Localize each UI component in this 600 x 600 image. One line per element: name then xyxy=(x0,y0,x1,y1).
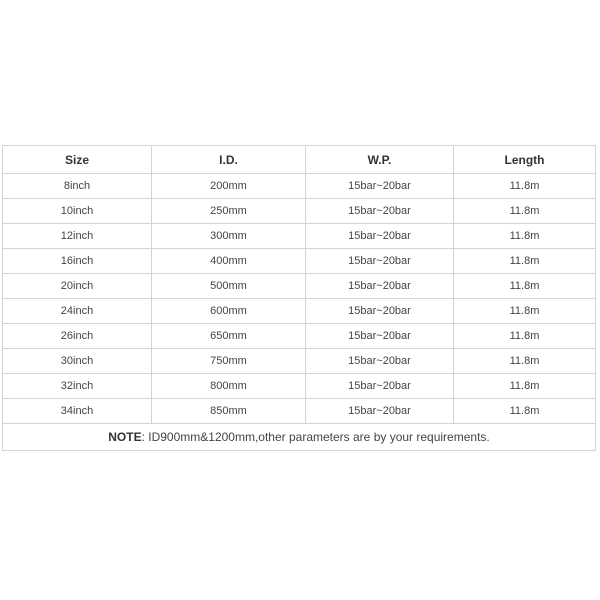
cell-length: 11.8m xyxy=(454,324,596,349)
cell-inner-diameter: 750mm xyxy=(152,349,306,374)
cell-inner-diameter: 600mm xyxy=(152,299,306,324)
cell-working-pressure: 15bar~20bar xyxy=(306,299,454,324)
cell-inner-diameter: 850mm xyxy=(152,399,306,424)
cell-length: 11.8m xyxy=(454,374,596,399)
cell-length: 11.8m xyxy=(454,199,596,224)
cell-working-pressure: 15bar~20bar xyxy=(306,274,454,299)
cell-working-pressure: 15bar~20bar xyxy=(306,324,454,349)
cell-inner-diameter: 650mm xyxy=(152,324,306,349)
note-row xyxy=(3,424,596,451)
cell-working-pressure: 15bar~20bar xyxy=(306,399,454,424)
note-text: : ID900mm&1200mm,other parameters are by your requirements. xyxy=(141,430,490,444)
cell-length: 11.8m xyxy=(454,274,596,299)
cell-inner-diameter: 400mm xyxy=(152,249,306,274)
cell-length: 11.8m xyxy=(454,249,596,274)
table-footer xyxy=(3,424,596,451)
cell-size: 10inch xyxy=(3,199,152,224)
table-row xyxy=(3,374,596,399)
cell-inner-diameter: 250mm xyxy=(152,199,306,224)
cell-length: 11.8m xyxy=(454,224,596,249)
header-length: Length xyxy=(454,146,596,174)
cell-inner-diameter: 200mm xyxy=(152,174,306,199)
header-row xyxy=(3,146,596,174)
cell-size: 20inch xyxy=(3,274,152,299)
cell-working-pressure: 15bar~20bar xyxy=(306,199,454,224)
cell-size: 26inch xyxy=(3,324,152,349)
header-size: Size xyxy=(3,146,152,174)
cell-working-pressure: 15bar~20bar xyxy=(306,349,454,374)
spec-table xyxy=(2,145,596,451)
table-row xyxy=(3,199,596,224)
cell-size: 32inch xyxy=(3,374,152,399)
table-row xyxy=(3,299,596,324)
table-header xyxy=(3,146,596,174)
table-body xyxy=(3,174,596,424)
table-row xyxy=(3,174,596,199)
cell-working-pressure: 15bar~20bar xyxy=(306,249,454,274)
cell-working-pressure: 15bar~20bar xyxy=(306,224,454,249)
cell-inner-diameter: 300mm xyxy=(152,224,306,249)
cell-size: 8inch xyxy=(3,174,152,199)
note-label: NOTE xyxy=(108,430,142,444)
table-row xyxy=(3,399,596,424)
header-inner-diameter: I.D. xyxy=(152,146,306,174)
cell-size: 30inch xyxy=(3,349,152,374)
table-row xyxy=(3,349,596,374)
cell-size: 24inch xyxy=(3,299,152,324)
cell-working-pressure: 15bar~20bar xyxy=(306,374,454,399)
note-cell xyxy=(3,424,596,451)
table-row xyxy=(3,324,596,349)
cell-inner-diameter: 800mm xyxy=(152,374,306,399)
header-working-pressure: W.P. xyxy=(306,146,454,174)
table-row xyxy=(3,274,596,299)
table-row xyxy=(3,249,596,274)
cell-length: 11.8m xyxy=(454,299,596,324)
cell-inner-diameter: 500mm xyxy=(152,274,306,299)
cell-size: 12inch xyxy=(3,224,152,249)
table-row xyxy=(3,224,596,249)
cell-working-pressure: 15bar~20bar xyxy=(306,174,454,199)
cell-length: 11.8m xyxy=(454,399,596,424)
cell-size: 16inch xyxy=(3,249,152,274)
cell-length: 11.8m xyxy=(454,349,596,374)
cell-length: 11.8m xyxy=(454,174,596,199)
cell-size: 34inch xyxy=(3,399,152,424)
